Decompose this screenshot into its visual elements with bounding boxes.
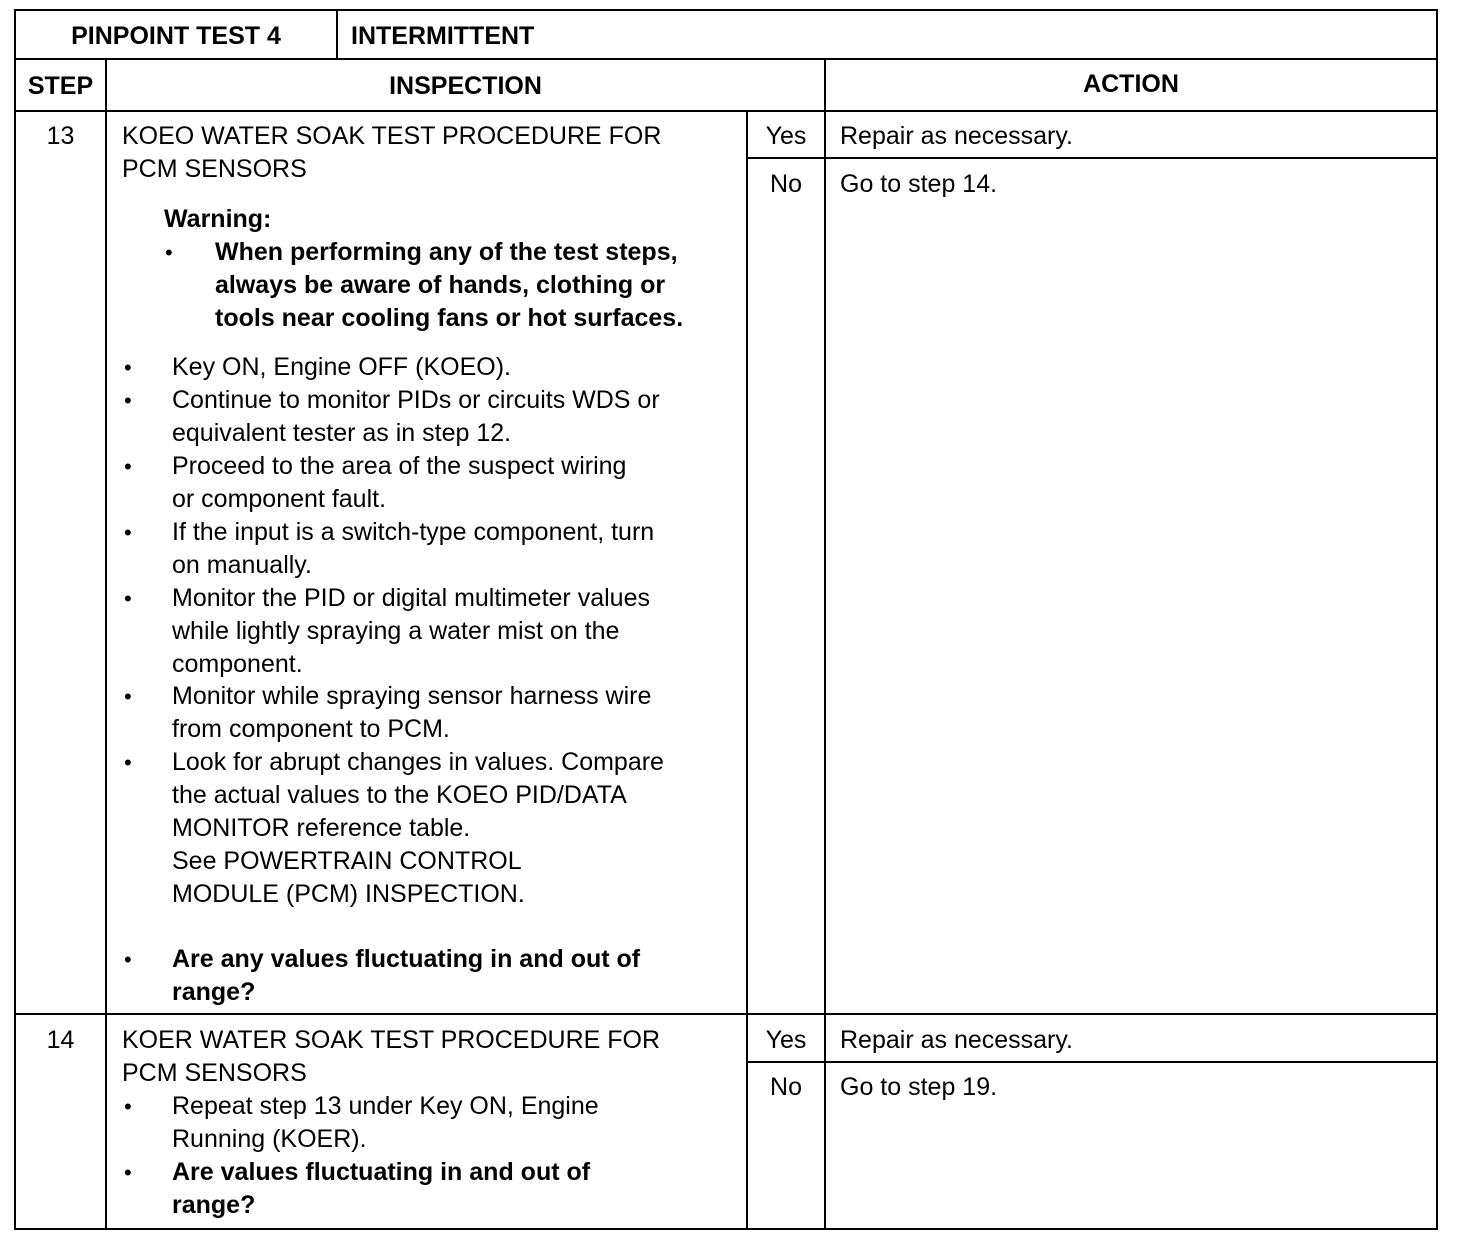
list-item: on manually. xyxy=(172,551,312,579)
step-title: PCM SENSORS xyxy=(122,1059,307,1087)
step-title: KOEO WATER SOAK TEST PROCEDURE FOR xyxy=(122,122,662,150)
step-title: PCM SENSORS xyxy=(122,155,307,183)
rule-yesno-divider xyxy=(746,110,748,1230)
list-item: Proceed to the area of the suspect wiring xyxy=(172,452,627,480)
column-header-inspection: INSPECTION xyxy=(389,72,542,100)
pinpoint-test-label: PINPOINT TEST 4 xyxy=(71,22,281,50)
warning-text: When performing any of the test steps, xyxy=(215,238,678,266)
list-item: Repeat step 13 under Key ON, Engine xyxy=(172,1092,599,1120)
list-item: Running (KOER). xyxy=(172,1125,367,1153)
no-action: Go to step 14. xyxy=(840,170,998,198)
column-header-step: STEP xyxy=(27,72,94,100)
rule-step14-yes xyxy=(746,1061,1438,1063)
rule-title-divider xyxy=(336,9,338,59)
list-item: from component to PCM. xyxy=(172,715,450,743)
list-item: or component fault. xyxy=(172,485,387,513)
rule-step-divider xyxy=(105,58,107,1230)
yes-label: Yes xyxy=(765,1026,807,1054)
yes-action: Repair as necessary. xyxy=(840,122,1073,150)
list-item: Continue to monitor PIDs or circuits WDS or xyxy=(172,386,660,414)
no-label: No xyxy=(770,1073,802,1101)
list-item: Monitor the PID or digital multimeter values xyxy=(172,584,650,612)
yes-action: Repair as necessary. xyxy=(840,1026,1073,1054)
pinpoint-test-name: INTERMITTENT xyxy=(351,22,535,50)
bullet-dot: • xyxy=(124,454,132,479)
bullet-dot: • xyxy=(124,750,132,775)
list-item: See POWERTRAIN CONTROL xyxy=(172,847,522,875)
list-item: Monitor while spraying sensor harness wire xyxy=(172,682,652,710)
list-item: equivalent tester as in step 12. xyxy=(172,419,512,447)
rule-bottom xyxy=(14,1228,1438,1230)
list-item: while lightly spraying a water mist on the xyxy=(172,617,620,645)
bullet-dot: • xyxy=(124,520,132,545)
bullet-dot: • xyxy=(124,1094,132,1119)
no-label: No xyxy=(770,170,802,198)
step-title: KOER WATER SOAK TEST PROCEDURE FOR xyxy=(122,1026,661,1054)
yes-label: Yes xyxy=(765,122,807,150)
rule-header-bottom xyxy=(14,110,1438,112)
list-item: MONITOR reference table. xyxy=(172,814,471,842)
list-item: component. xyxy=(172,650,303,678)
question-text: Are any values fluctuating in and out of xyxy=(172,945,641,973)
rule-step13-yes xyxy=(746,157,1438,159)
question-text: range? xyxy=(172,978,256,1006)
bullet-dot: • xyxy=(165,240,173,265)
rule-right xyxy=(1436,9,1438,1230)
list-item: If the input is a switch-type component, turn xyxy=(172,518,655,546)
rule-top xyxy=(14,9,1438,11)
list-item: the actual values to the KOEO PID/DATA xyxy=(172,781,627,809)
list-item: MODULE (PCM) INSPECTION. xyxy=(172,880,525,908)
question-text: Are values fluctuating in and out of xyxy=(172,1158,591,1186)
list-item: Look for abrupt changes in values. Compare xyxy=(172,748,664,776)
rule-title-bottom xyxy=(14,58,1438,60)
warning-label: Warning: xyxy=(164,205,272,233)
no-action: Go to step 19. xyxy=(840,1073,998,1101)
bullet-dot: • xyxy=(124,586,132,611)
rule-step13-bottom xyxy=(14,1013,1438,1015)
rule-inspection-divider xyxy=(824,58,826,1230)
warning-text: tools near cooling fans or hot surfaces. xyxy=(215,304,684,332)
step-number: 14 xyxy=(46,1026,75,1054)
bullet-dot: • xyxy=(124,947,132,972)
bullet-dot: • xyxy=(124,388,132,413)
bullet-dot: • xyxy=(124,355,132,380)
warning-text: always be aware of hands, clothing or xyxy=(215,271,666,299)
bullet-dot: • xyxy=(124,684,132,709)
list-item: Key ON, Engine OFF (KOEO). xyxy=(172,353,511,381)
bullet-dot: • xyxy=(124,1160,132,1185)
step-number: 13 xyxy=(46,122,75,150)
column-header-action: ACTION xyxy=(1083,70,1179,98)
question-text: range? xyxy=(172,1191,256,1219)
